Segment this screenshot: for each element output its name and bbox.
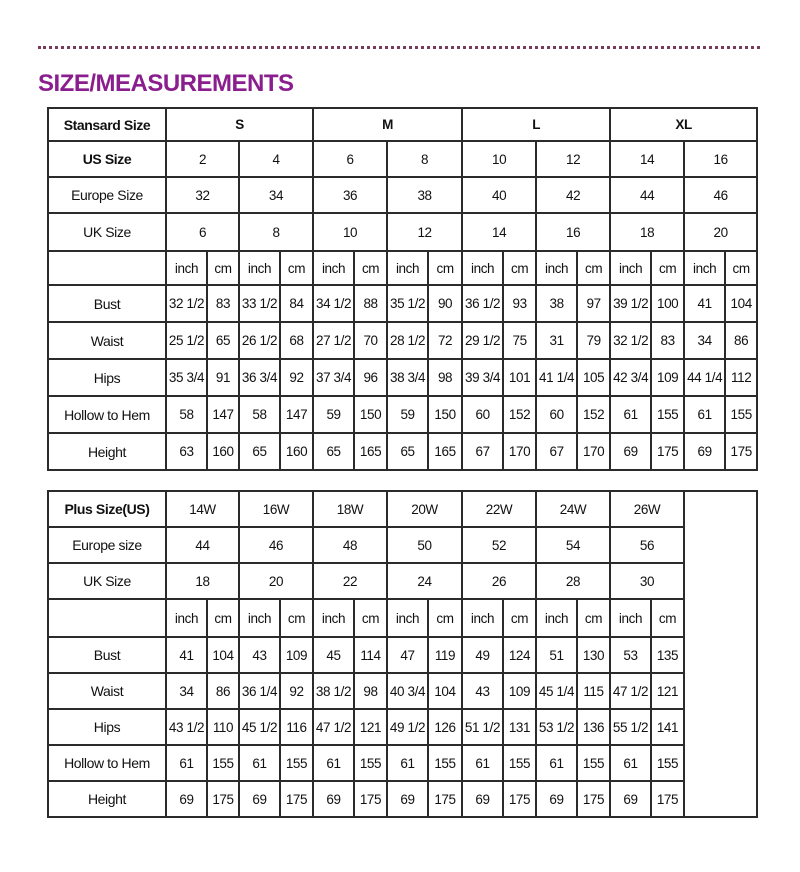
measurement-value: 69 [239,781,280,817]
blank-column [684,491,757,817]
unit-inch: inch [166,599,207,637]
measurement-value: 84 [280,285,313,322]
measurement-value: 69 [387,781,428,817]
us-size-cell: 12 [536,141,610,177]
plus-size-cell: 20W [387,491,462,527]
unit-cm: cm [651,599,684,637]
unit-cm: cm [503,251,536,285]
measurement-value: 65 [313,433,354,470]
measurement-value: 34 [684,322,725,359]
europe-size-cell: 38 [387,177,462,213]
measurement-value: 155 [725,396,757,433]
unit-cm: cm [280,251,313,285]
measurement-value: 59 [313,396,354,433]
measurement-value: 38 3/4 [387,359,428,396]
measurement-value: 67 [462,433,503,470]
plus-size-table [47,490,758,818]
measurement-label: Waist [48,673,166,709]
measurement-value: 65 [239,433,280,470]
unit-inch: inch [387,251,428,285]
measurement-value: 160 [207,433,239,470]
unit-inch: inch [610,251,651,285]
unit-inch: inch [684,251,725,285]
row-label: Plus Size(US) [48,491,166,527]
blank-cell [48,251,166,285]
measurement-value: 109 [503,673,536,709]
plus-size-cell: 16W [239,491,313,527]
measurement-value: 165 [428,433,462,470]
measurement-value: 147 [207,396,239,433]
dotted-divider [38,46,760,49]
measurement-value: 34 1/2 [313,285,354,322]
measurement-value: 135 [651,637,684,673]
unit-cm: cm [207,599,239,637]
measurement-value: 121 [651,673,684,709]
plus-size-cell: 14W [166,491,239,527]
europe-size-cell: 56 [610,527,684,563]
measurement-row [48,396,757,433]
uk-size-cell: 18 [610,213,684,251]
unit-row [48,251,757,285]
measurement-value: 86 [207,673,239,709]
europe-size-cell: 48 [313,527,387,563]
measurement-value: 155 [280,745,313,781]
measurement-value: 86 [725,322,757,359]
unit-inch: inch [313,599,354,637]
measurement-value: 63 [166,433,207,470]
measurement-value: 45 [313,637,354,673]
measurement-value: 141 [651,709,684,745]
uk-size-cell: 26 [462,563,536,599]
europe-size-row [48,527,757,563]
measurement-value: 110 [207,709,239,745]
measurement-value: 69 [610,433,651,470]
size-group-row [48,108,757,141]
europe-size-cell: 36 [313,177,387,213]
row-label: UK Size [48,563,166,599]
measurement-value: 100 [651,285,684,322]
row-label: Stansard Size [48,108,166,141]
measurement-value: 90 [428,285,462,322]
measurement-value: 114 [354,637,387,673]
measurement-value: 175 [651,781,684,817]
measurement-label: Height [48,781,166,817]
measurement-value: 104 [428,673,462,709]
measurement-value: 45 1/2 [239,709,280,745]
uk-size-row [48,213,757,251]
measurement-row [48,285,757,322]
measurement-value: 175 [354,781,387,817]
unit-inch: inch [536,599,577,637]
measurement-value: 47 1/2 [610,673,651,709]
measurement-value: 35 3/4 [166,359,207,396]
measurement-value: 130 [577,637,610,673]
measurement-value: 175 [503,781,536,817]
measurement-value: 40 3/4 [387,673,428,709]
measurement-value: 69 [313,781,354,817]
measurement-value: 165 [354,433,387,470]
measurement-value: 147 [280,396,313,433]
measurement-value: 61 [313,745,354,781]
measurement-value: 83 [207,285,239,322]
measurement-value: 38 [536,285,577,322]
standard-size-table [47,107,758,471]
measurement-value: 34 [166,673,207,709]
measurement-value: 39 1/2 [610,285,651,322]
europe-size-cell: 44 [610,177,684,213]
unit-inch: inch [239,599,280,637]
measurement-value: 61 [239,745,280,781]
measurement-value: 124 [503,637,536,673]
measurement-value: 150 [354,396,387,433]
measurement-value: 49 1/2 [387,709,428,745]
unit-cm: cm [354,599,387,637]
measurement-label: Bust [48,285,166,322]
measurement-value: 98 [354,673,387,709]
measurement-value: 175 [280,781,313,817]
europe-size-cell: 46 [684,177,757,213]
measurement-label: Hips [48,359,166,396]
measurement-value: 155 [503,745,536,781]
unit-cm: cm [503,599,536,637]
row-label: Europe Size [48,177,166,213]
measurement-value: 97 [577,285,610,322]
row-label: US Size [48,141,166,177]
us-size-cell: 4 [239,141,313,177]
uk-size-cell: 28 [536,563,610,599]
measurement-value: 79 [577,322,610,359]
measurement-value: 101 [503,359,536,396]
size-group-header: M [313,108,462,141]
measurement-value: 72 [428,322,462,359]
measurement-value: 83 [651,322,684,359]
europe-size-cell: 42 [536,177,610,213]
measurement-value: 44 1/4 [684,359,725,396]
measurement-value: 39 3/4 [462,359,503,396]
unit-inch: inch [239,251,280,285]
uk-size-row [48,563,757,599]
us-size-cell: 16 [684,141,757,177]
measurement-value: 58 [166,396,207,433]
unit-cm: cm [280,599,313,637]
plus-size-cell: 26W [610,491,684,527]
measurement-value: 155 [651,396,684,433]
measurement-value: 61 [536,745,577,781]
measurement-value: 36 3/4 [239,359,280,396]
measurement-value: 61 [387,745,428,781]
measurement-value: 121 [354,709,387,745]
measurement-value: 96 [354,359,387,396]
measurement-row [48,433,757,470]
unit-cm: cm [577,599,610,637]
measurement-value: 51 [536,637,577,673]
blank-cell [48,599,166,637]
europe-size-cell: 52 [462,527,536,563]
measurement-value: 47 [387,637,428,673]
measurement-value: 115 [577,673,610,709]
measurement-value: 104 [725,285,757,322]
measurement-value: 109 [280,637,313,673]
measurement-value: 175 [577,781,610,817]
unit-cm: cm [725,251,757,285]
measurement-label: Waist [48,322,166,359]
measurement-value: 29 1/2 [462,322,503,359]
plus-size-row [48,491,757,527]
measurement-value: 42 3/4 [610,359,651,396]
measurement-value: 60 [462,396,503,433]
measurement-value: 59 [387,396,428,433]
page-title: SIZE/MEASUREMENTS [38,70,294,97]
us-size-cell: 8 [387,141,462,177]
unit-cm: cm [354,251,387,285]
measurement-value: 36 1/4 [239,673,280,709]
unit-cm: cm [428,599,462,637]
size-group-header: L [462,108,610,141]
measurement-value: 35 1/2 [387,285,428,322]
measurement-value: 155 [428,745,462,781]
measurement-row [48,673,757,709]
unit-inch: inch [387,599,428,637]
measurement-value: 175 [651,433,684,470]
measurement-row [48,322,757,359]
measurement-value: 41 [684,285,725,322]
measurement-value: 88 [354,285,387,322]
unit-inch: inch [536,251,577,285]
measurement-value: 36 1/2 [462,285,503,322]
measurement-value: 131 [503,709,536,745]
uk-size-cell: 30 [610,563,684,599]
measurement-value: 93 [503,285,536,322]
measurement-value: 61 [684,396,725,433]
plus-size-cell: 22W [462,491,536,527]
measurement-value: 27 1/2 [313,322,354,359]
measurement-value: 43 [239,637,280,673]
uk-size-cell: 10 [313,213,387,251]
uk-size-cell: 22 [313,563,387,599]
measurement-value: 53 [610,637,651,673]
uk-size-cell: 14 [462,213,536,251]
unit-inch: inch [166,251,207,285]
measurement-value: 104 [207,637,239,673]
measurement-value: 68 [280,322,313,359]
us-size-row [48,141,757,177]
uk-size-cell: 20 [684,213,757,251]
measurement-value: 126 [428,709,462,745]
measurement-value: 55 1/2 [610,709,651,745]
measurement-value: 170 [503,433,536,470]
plus-size-cell: 24W [536,491,610,527]
measurement-value: 41 1/4 [536,359,577,396]
measurement-row [48,637,757,673]
europe-size-cell: 46 [239,527,313,563]
europe-size-cell: 40 [462,177,536,213]
measurement-row [48,359,757,396]
measurement-value: 175 [725,433,757,470]
measurement-value: 160 [280,433,313,470]
unit-inch: inch [462,599,503,637]
measurement-value: 69 [462,781,503,817]
measurement-value: 105 [577,359,610,396]
measurement-value: 175 [207,781,239,817]
measurement-value: 69 [536,781,577,817]
measurement-value: 170 [577,433,610,470]
europe-size-cell: 54 [536,527,610,563]
unit-cm: cm [207,251,239,285]
measurement-value: 37 3/4 [313,359,354,396]
measurement-row [48,709,757,745]
row-label: UK Size [48,213,166,251]
plus-size-cell: 18W [313,491,387,527]
unit-cm: cm [651,251,684,285]
measurement-value: 32 1/2 [166,285,207,322]
us-size-cell: 6 [313,141,387,177]
measurement-label: Hips [48,709,166,745]
measurement-value: 32 1/2 [610,322,651,359]
unit-row [48,599,757,637]
measurement-row [48,745,757,781]
unit-cm: cm [577,251,610,285]
measurement-value: 152 [503,396,536,433]
measurement-value: 65 [207,322,239,359]
measurement-value: 45 1/4 [536,673,577,709]
measurement-value: 61 [166,745,207,781]
uk-size-cell: 24 [387,563,462,599]
measurement-value: 47 1/2 [313,709,354,745]
measurement-value: 58 [239,396,280,433]
uk-size-cell: 18 [166,563,239,599]
measurement-value: 25 1/2 [166,322,207,359]
measurement-value: 175 [428,781,462,817]
measurement-value: 75 [503,322,536,359]
measurement-value: 65 [387,433,428,470]
measurement-value: 70 [354,322,387,359]
unit-inch: inch [610,599,651,637]
size-group-header: S [166,108,313,141]
measurement-value: 51 1/2 [462,709,503,745]
measurement-value: 116 [280,709,313,745]
measurement-value: 155 [354,745,387,781]
us-size-cell: 10 [462,141,536,177]
measurement-value: 60 [536,396,577,433]
measurement-label: Height [48,433,166,470]
europe-size-cell: 32 [166,177,239,213]
measurement-value: 112 [725,359,757,396]
europe-size-cell: 50 [387,527,462,563]
unit-inch: inch [462,251,503,285]
uk-size-cell: 16 [536,213,610,251]
measurement-value: 49 [462,637,503,673]
measurement-label: Hollow to Hem [48,396,166,433]
us-size-cell: 2 [166,141,239,177]
measurement-value: 43 1/2 [166,709,207,745]
measurement-row [48,781,757,817]
measurement-value: 119 [428,637,462,673]
measurement-value: 61 [462,745,503,781]
europe-size-cell: 44 [166,527,239,563]
europe-size-row [48,177,757,213]
uk-size-cell: 20 [239,563,313,599]
measurement-value: 69 [684,433,725,470]
measurement-value: 53 1/2 [536,709,577,745]
uk-size-cell: 8 [239,213,313,251]
measurement-value: 136 [577,709,610,745]
uk-size-cell: 6 [166,213,239,251]
unit-cm: cm [428,251,462,285]
measurement-value: 28 1/2 [387,322,428,359]
measurement-value: 69 [166,781,207,817]
size-group-header: XL [610,108,757,141]
measurement-value: 67 [536,433,577,470]
measurement-value: 41 [166,637,207,673]
unit-inch: inch [313,251,354,285]
measurement-value: 92 [280,359,313,396]
measurement-value: 33 1/2 [239,285,280,322]
measurement-value: 98 [428,359,462,396]
europe-size-cell: 34 [239,177,313,213]
measurement-value: 91 [207,359,239,396]
measurement-value: 31 [536,322,577,359]
measurement-value: 150 [428,396,462,433]
measurement-value: 26 1/2 [239,322,280,359]
measurement-value: 109 [651,359,684,396]
measurement-value: 61 [610,745,651,781]
measurement-label: Hollow to Hem [48,745,166,781]
measurement-label: Bust [48,637,166,673]
measurement-value: 38 1/2 [313,673,354,709]
measurement-value: 43 [462,673,503,709]
row-label: Europe size [48,527,166,563]
measurement-value: 155 [577,745,610,781]
uk-size-cell: 12 [387,213,462,251]
measurement-value: 155 [651,745,684,781]
measurement-value: 155 [207,745,239,781]
measurement-value: 69 [610,781,651,817]
measurement-value: 92 [280,673,313,709]
us-size-cell: 14 [610,141,684,177]
measurement-value: 152 [577,396,610,433]
measurement-value: 61 [610,396,651,433]
